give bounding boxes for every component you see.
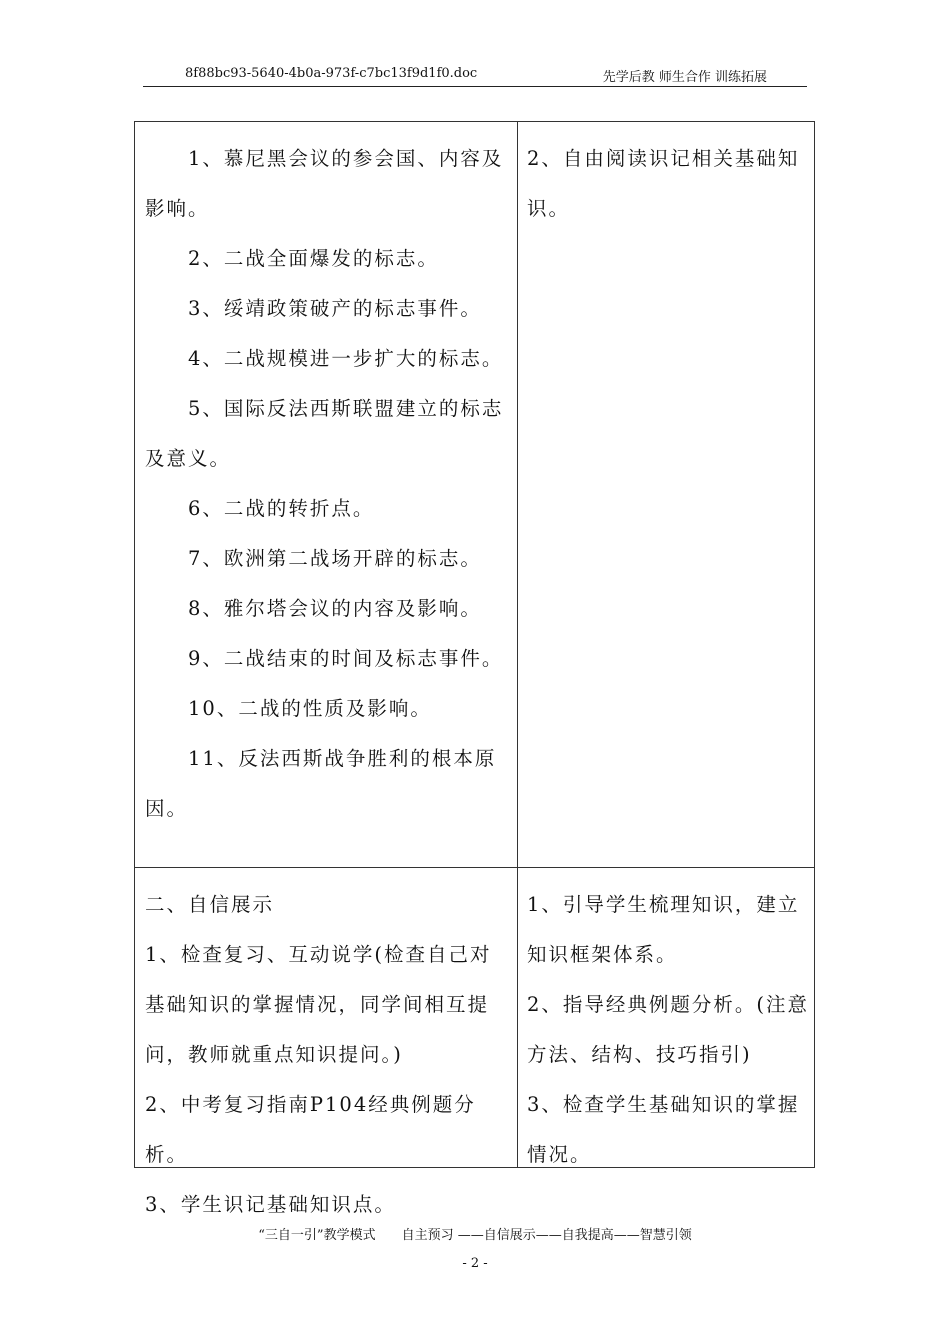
list-item: 10、二战的性质及影响。	[188, 697, 432, 720]
list-item: 2、中考复习指南P104经典例题分析。	[145, 1093, 476, 1166]
list-item: 1、检查复习、互动说学(检查自己对基础知识的掌握情况，同学间相互提问，教师就重点知识提问。)	[145, 943, 492, 1066]
page-footer: “三自一引”教学模式 自主预习 ——自信展示——自我提高——智慧引领	[258, 1228, 692, 1243]
header-filename: 8f88bc93-5640-4b0a-973f-c7bc13f9d1f0.doc	[185, 66, 478, 81]
list-item: 6、二战的转折点。	[188, 497, 375, 520]
section-heading: 二、自信展示	[145, 893, 275, 916]
list-item: 7、欧洲第二战场开辟的标志。	[188, 547, 482, 570]
list-item: 3、学生识记基础知识点。	[145, 1193, 396, 1216]
page-header	[143, 64, 807, 87]
column-divider	[517, 122, 518, 1167]
cell-teacher-guidance	[527, 880, 809, 1180]
lesson-table	[134, 121, 815, 1216]
cell-reading-guidance	[527, 134, 809, 234]
header-motto: 先学后教 师生合作 训练拓展	[602, 70, 767, 85]
list-item: 1、慕尼黑会议的参会国、内容及影响。	[145, 147, 504, 220]
row-divider	[135, 867, 814, 868]
list-item: 11、反法西斯战争胜利的根本原因。	[145, 747, 497, 820]
list-item: 1、引导学生梳理知识，建立知识框架体系。	[527, 893, 800, 966]
list-item: 2、自由阅读识记相关基础知识。	[527, 147, 800, 220]
cell-confidence-display	[145, 880, 510, 1230]
page-number: - 2 -	[462, 1256, 488, 1271]
list-item: 8、雅尔塔会议的内容及影响。	[188, 597, 482, 620]
list-item: 3、检查学生基础知识的掌握情况。	[527, 1093, 800, 1166]
cell-review-points	[145, 134, 510, 834]
list-item: 2、指导经典例题分析。(注意方法、结构、技巧指引)	[527, 993, 810, 1066]
list-item: 2、二战全面爆发的标志。	[188, 247, 439, 270]
list-item: 4、二战规模进一步扩大的标志。	[188, 347, 504, 370]
list-item: 3、绥靖政策破产的标志事件。	[188, 297, 482, 320]
list-item: 5、国际反法西斯联盟建立的标志及意义。	[145, 397, 504, 470]
list-item: 9、二战结束的时间及标志事件。	[188, 647, 504, 670]
